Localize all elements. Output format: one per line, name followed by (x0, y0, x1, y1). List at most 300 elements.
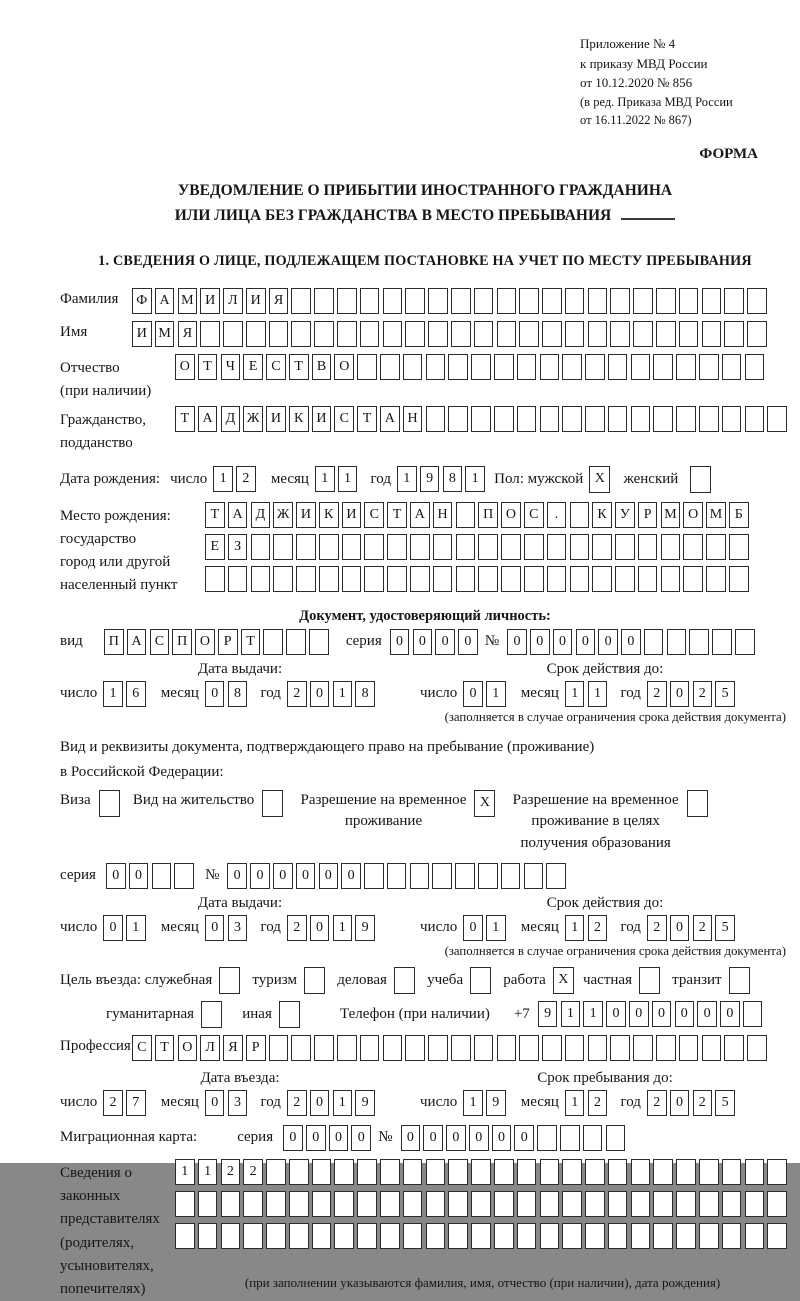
form-cell[interactable] (291, 288, 311, 314)
form-cell[interactable]: 8 (443, 466, 463, 492)
form-cell[interactable] (524, 863, 544, 889)
form-cell[interactable] (304, 967, 325, 994)
form-cell[interactable] (494, 1191, 514, 1217)
form-cell[interactable]: Т (198, 354, 218, 380)
form-cell[interactable] (661, 566, 681, 592)
form-cell[interactable] (638, 534, 658, 560)
form-cell[interactable]: 2 (287, 915, 307, 941)
form-cell[interactable] (745, 406, 765, 432)
form-cell[interactable]: И (200, 288, 220, 314)
form-cell[interactable]: Д (221, 406, 241, 432)
form-cell[interactable]: 1 (103, 681, 123, 707)
form-cell[interactable]: 2 (647, 681, 667, 707)
form-cell[interactable]: 0 (390, 629, 410, 655)
form-cell[interactable]: 0 (670, 681, 690, 707)
form-cell[interactable] (519, 321, 539, 347)
form-cell[interactable]: 2 (287, 1090, 307, 1116)
form-cell[interactable] (745, 1159, 765, 1185)
form-cell[interactable] (517, 1191, 537, 1217)
form-cell[interactable]: 1 (565, 681, 585, 707)
form-cell[interactable]: 0 (458, 629, 478, 655)
form-cell[interactable]: 0 (310, 1090, 330, 1116)
form-cell[interactable]: 9 (420, 466, 440, 492)
form-cell[interactable] (383, 1035, 403, 1061)
form-cell[interactable]: Т (357, 406, 377, 432)
form-cell[interactable] (494, 354, 514, 380)
form-cell[interactable] (653, 406, 673, 432)
form-cell[interactable] (667, 629, 687, 655)
form-cell[interactable] (312, 1159, 332, 1185)
form-cell[interactable] (243, 1223, 263, 1249)
form-cell[interactable]: X (553, 967, 574, 994)
form-cell[interactable] (585, 354, 605, 380)
form-cell[interactable]: Н (403, 406, 423, 432)
form-cell[interactable] (279, 1001, 300, 1028)
form-cell[interactable] (286, 629, 306, 655)
form-cell[interactable]: 2 (243, 1159, 263, 1185)
form-cell[interactable] (689, 629, 709, 655)
form-cell[interactable] (314, 288, 334, 314)
form-cell[interactable] (251, 566, 271, 592)
form-cell[interactable] (383, 321, 403, 347)
form-cell[interactable]: . (547, 502, 567, 528)
form-cell[interactable]: 0 (310, 681, 330, 707)
form-cell[interactable]: П (104, 629, 124, 655)
form-cell[interactable]: 0 (273, 863, 293, 889)
form-cell[interactable] (357, 1223, 377, 1249)
form-cell[interactable] (451, 288, 471, 314)
form-cell[interactable] (702, 288, 722, 314)
form-cell[interactable]: 0 (621, 629, 641, 655)
form-cell[interactable]: 9 (355, 1090, 375, 1116)
form-cell[interactable] (360, 288, 380, 314)
form-cell[interactable]: И (266, 406, 286, 432)
form-cell[interactable] (676, 406, 696, 432)
form-cell[interactable] (606, 1125, 626, 1151)
form-cell[interactable] (448, 1191, 468, 1217)
form-cell[interactable]: 0 (606, 1001, 626, 1027)
form-cell[interactable] (99, 790, 120, 817)
form-cell[interactable] (501, 863, 521, 889)
form-cell[interactable]: 2 (693, 681, 713, 707)
form-cell[interactable]: Е (205, 534, 225, 560)
form-cell[interactable] (517, 354, 537, 380)
form-cell[interactable]: 1 (333, 681, 353, 707)
form-cell[interactable] (428, 1035, 448, 1061)
form-cell[interactable] (478, 863, 498, 889)
form-cell[interactable]: Б (729, 502, 749, 528)
form-cell[interactable] (342, 566, 362, 592)
form-cell[interactable] (383, 288, 403, 314)
form-cell[interactable]: Р (638, 502, 658, 528)
form-cell[interactable]: М (661, 502, 681, 528)
form-cell[interactable]: 0 (463, 681, 483, 707)
form-cell[interactable] (448, 406, 468, 432)
form-cell[interactable]: 0 (250, 863, 270, 889)
form-cell[interactable] (334, 1223, 354, 1249)
form-cell[interactable] (228, 566, 248, 592)
form-cell[interactable] (289, 1191, 309, 1217)
form-cell[interactable] (380, 1223, 400, 1249)
form-cell[interactable] (683, 534, 703, 560)
form-cell[interactable]: X (474, 790, 495, 817)
form-cell[interactable] (588, 1035, 608, 1061)
form-cell[interactable]: Р (218, 629, 238, 655)
form-cell[interactable]: 0 (319, 863, 339, 889)
form-cell[interactable]: 0 (629, 1001, 649, 1027)
form-cell[interactable]: 0 (469, 1125, 489, 1151)
form-cell[interactable]: 0 (401, 1125, 421, 1151)
form-cell[interactable] (266, 1223, 286, 1249)
form-cell[interactable]: 0 (310, 915, 330, 941)
form-cell[interactable] (724, 1035, 744, 1061)
form-cell[interactable]: 1 (198, 1159, 218, 1185)
form-cell[interactable]: 0 (106, 863, 126, 889)
form-cell[interactable]: 1 (463, 1090, 483, 1116)
form-cell[interactable] (471, 1159, 491, 1185)
form-cell[interactable]: О (334, 354, 354, 380)
form-cell[interactable]: 1 (583, 1001, 603, 1027)
form-cell[interactable] (661, 534, 681, 560)
form-cell[interactable]: 0 (435, 629, 455, 655)
form-cell[interactable] (676, 1159, 696, 1185)
form-cell[interactable]: И (312, 406, 332, 432)
form-cell[interactable] (456, 502, 476, 528)
form-cell[interactable]: 9 (538, 1001, 558, 1027)
form-cell[interactable] (403, 1191, 423, 1217)
form-cell[interactable]: П (172, 629, 192, 655)
form-cell[interactable] (471, 354, 491, 380)
form-cell[interactable] (269, 321, 289, 347)
form-cell[interactable]: С (150, 629, 170, 655)
form-cell[interactable] (314, 321, 334, 347)
form-cell[interactable]: 9 (355, 915, 375, 941)
form-cell[interactable] (722, 1191, 742, 1217)
form-cell[interactable]: 7 (126, 1090, 146, 1116)
form-cell[interactable] (263, 629, 283, 655)
form-cell[interactable] (474, 321, 494, 347)
form-cell[interactable] (767, 1191, 787, 1217)
form-cell[interactable] (456, 566, 476, 592)
form-cell[interactable] (608, 354, 628, 380)
form-cell[interactable]: Ж (273, 502, 293, 528)
form-cell[interactable]: С (524, 502, 544, 528)
form-cell[interactable]: Т (387, 502, 407, 528)
form-cell[interactable] (380, 1159, 400, 1185)
form-cell[interactable] (767, 406, 787, 432)
form-cell[interactable] (653, 354, 673, 380)
form-cell[interactable] (364, 863, 384, 889)
form-cell[interactable] (540, 1159, 560, 1185)
form-cell[interactable] (540, 1223, 560, 1249)
form-cell[interactable] (747, 1035, 767, 1061)
form-cell[interactable] (387, 863, 407, 889)
form-cell[interactable] (273, 566, 293, 592)
form-cell[interactable]: X (589, 466, 610, 493)
form-cell[interactable] (608, 1159, 628, 1185)
form-cell[interactable] (478, 566, 498, 592)
form-cell[interactable]: Л (200, 1035, 220, 1061)
form-cell[interactable] (410, 863, 430, 889)
form-cell[interactable]: И (132, 321, 152, 347)
form-cell[interactable]: Т (289, 354, 309, 380)
form-cell[interactable]: 0 (205, 915, 225, 941)
form-cell[interactable] (426, 1159, 446, 1185)
form-cell[interactable] (699, 1223, 719, 1249)
form-cell[interactable] (471, 1223, 491, 1249)
form-cell[interactable]: К (592, 502, 612, 528)
form-cell[interactable] (337, 1035, 357, 1061)
form-cell[interactable]: 0 (530, 629, 550, 655)
form-cell[interactable]: А (155, 288, 175, 314)
form-cell[interactable] (471, 1191, 491, 1217)
form-cell[interactable] (451, 1035, 471, 1061)
form-cell[interactable] (699, 1159, 719, 1185)
form-cell[interactable] (360, 1035, 380, 1061)
form-cell[interactable] (722, 354, 742, 380)
form-cell[interactable] (337, 321, 357, 347)
form-cell[interactable] (706, 534, 726, 560)
form-cell[interactable] (448, 1159, 468, 1185)
form-cell[interactable] (631, 406, 651, 432)
form-cell[interactable]: З (228, 534, 248, 560)
form-cell[interactable]: О (175, 354, 195, 380)
form-cell[interactable] (542, 321, 562, 347)
form-cell[interactable]: Я (178, 321, 198, 347)
form-cell[interactable] (403, 1159, 423, 1185)
form-cell[interactable]: О (195, 629, 215, 655)
form-cell[interactable] (679, 288, 699, 314)
form-cell[interactable] (745, 1223, 765, 1249)
form-cell[interactable]: 1 (315, 466, 335, 492)
form-cell[interactable] (585, 406, 605, 432)
form-cell[interactable] (683, 566, 703, 592)
form-cell[interactable] (570, 534, 590, 560)
form-cell[interactable] (296, 534, 316, 560)
form-cell[interactable] (588, 288, 608, 314)
form-cell[interactable]: 0 (507, 629, 527, 655)
form-cell[interactable]: Л (223, 288, 243, 314)
form-cell[interactable]: 0 (306, 1125, 326, 1151)
form-cell[interactable]: 1 (175, 1159, 195, 1185)
form-cell[interactable]: С (132, 1035, 152, 1061)
form-cell[interactable] (540, 1191, 560, 1217)
form-cell[interactable]: Е (243, 354, 263, 380)
form-cell[interactable] (517, 1159, 537, 1185)
form-cell[interactable] (433, 566, 453, 592)
form-cell[interactable]: 2 (588, 915, 608, 941)
form-cell[interactable]: 0 (351, 1125, 371, 1151)
form-cell[interactable] (729, 534, 749, 560)
form-cell[interactable]: 0 (129, 863, 149, 889)
form-cell[interactable]: А (198, 406, 218, 432)
form-cell[interactable]: 1 (333, 915, 353, 941)
form-cell[interactable]: 6 (126, 681, 146, 707)
form-cell[interactable]: Н (433, 502, 453, 528)
form-cell[interactable] (653, 1223, 673, 1249)
form-cell[interactable]: 2 (103, 1090, 123, 1116)
form-cell[interactable] (633, 288, 653, 314)
form-cell[interactable] (273, 534, 293, 560)
form-cell[interactable] (221, 1191, 241, 1217)
form-cell[interactable] (410, 566, 430, 592)
form-cell[interactable]: 5 (715, 915, 735, 941)
form-cell[interactable]: И (246, 288, 266, 314)
form-cell[interactable]: А (228, 502, 248, 528)
form-cell[interactable] (702, 321, 722, 347)
form-cell[interactable] (540, 406, 560, 432)
form-cell[interactable] (722, 406, 742, 432)
form-cell[interactable] (540, 354, 560, 380)
form-cell[interactable] (767, 1223, 787, 1249)
form-cell[interactable] (519, 1035, 539, 1061)
form-cell[interactable]: В (312, 354, 332, 380)
form-cell[interactable]: 0 (329, 1125, 349, 1151)
form-cell[interactable] (679, 321, 699, 347)
form-cell[interactable]: 0 (423, 1125, 443, 1151)
form-cell[interactable]: Р (246, 1035, 266, 1061)
form-cell[interactable]: 0 (670, 1090, 690, 1116)
form-cell[interactable] (175, 1223, 195, 1249)
form-cell[interactable] (474, 288, 494, 314)
form-cell[interactable]: 0 (341, 863, 361, 889)
form-cell[interactable]: Т (155, 1035, 175, 1061)
form-cell[interactable]: 2 (588, 1090, 608, 1116)
form-cell[interactable] (296, 566, 316, 592)
form-cell[interactable] (405, 321, 425, 347)
form-cell[interactable] (699, 354, 719, 380)
form-cell[interactable]: 1 (565, 915, 585, 941)
form-cell[interactable] (610, 321, 630, 347)
form-cell[interactable] (501, 566, 521, 592)
form-cell[interactable]: 8 (355, 681, 375, 707)
form-cell[interactable] (633, 1035, 653, 1061)
form-cell[interactable]: 1 (465, 466, 485, 492)
form-cell[interactable] (478, 534, 498, 560)
form-cell[interactable]: 1 (486, 915, 506, 941)
form-cell[interactable] (387, 566, 407, 592)
form-cell[interactable] (585, 1159, 605, 1185)
form-cell[interactable] (319, 534, 339, 560)
form-cell[interactable] (291, 321, 311, 347)
form-cell[interactable] (747, 288, 767, 314)
form-cell[interactable] (198, 1191, 218, 1217)
form-cell[interactable] (517, 406, 537, 432)
form-cell[interactable] (524, 534, 544, 560)
form-cell[interactable] (221, 1223, 241, 1249)
form-cell[interactable] (289, 1223, 309, 1249)
form-cell[interactable]: С (266, 354, 286, 380)
form-cell[interactable]: 0 (283, 1125, 303, 1151)
form-cell[interactable] (360, 321, 380, 347)
form-cell[interactable] (405, 288, 425, 314)
form-cell[interactable]: О (178, 1035, 198, 1061)
form-cell[interactable] (334, 1159, 354, 1185)
form-cell[interactable] (175, 1191, 195, 1217)
form-cell[interactable] (497, 1035, 517, 1061)
form-cell[interactable] (426, 406, 446, 432)
form-cell[interactable] (524, 566, 544, 592)
form-cell[interactable] (246, 321, 266, 347)
form-cell[interactable]: М (706, 502, 726, 528)
form-cell[interactable] (262, 790, 283, 817)
form-cell[interactable] (312, 1191, 332, 1217)
form-cell[interactable]: 0 (553, 629, 573, 655)
form-cell[interactable] (565, 1035, 585, 1061)
form-cell[interactable] (314, 1035, 334, 1061)
form-cell[interactable]: Ч (221, 354, 241, 380)
form-cell[interactable]: О (501, 502, 521, 528)
form-cell[interactable] (494, 406, 514, 432)
form-cell[interactable] (537, 1125, 557, 1151)
form-cell[interactable] (653, 1159, 673, 1185)
form-cell[interactable] (547, 534, 567, 560)
form-cell[interactable] (608, 1191, 628, 1217)
form-cell[interactable] (562, 1191, 582, 1217)
form-cell[interactable] (639, 967, 660, 994)
form-cell[interactable] (565, 321, 585, 347)
form-cell[interactable] (497, 288, 517, 314)
form-cell[interactable]: Д (251, 502, 271, 528)
form-cell[interactable] (312, 1223, 332, 1249)
form-cell[interactable] (334, 1191, 354, 1217)
form-cell[interactable]: 0 (205, 681, 225, 707)
form-cell[interactable] (699, 1191, 719, 1217)
form-cell[interactable]: А (410, 502, 430, 528)
form-cell[interactable]: 3 (228, 1090, 248, 1116)
form-cell[interactable] (455, 863, 475, 889)
form-cell[interactable]: 3 (228, 915, 248, 941)
form-cell[interactable]: С (334, 406, 354, 432)
form-cell[interactable]: 2 (287, 681, 307, 707)
form-cell[interactable] (653, 1191, 673, 1217)
form-cell[interactable] (448, 354, 468, 380)
form-cell[interactable] (588, 321, 608, 347)
form-cell[interactable]: 0 (576, 629, 596, 655)
form-cell[interactable]: А (127, 629, 147, 655)
form-cell[interactable] (585, 1223, 605, 1249)
form-cell[interactable]: 0 (514, 1125, 534, 1151)
form-cell[interactable] (631, 1191, 651, 1217)
form-cell[interactable] (562, 354, 582, 380)
form-cell[interactable] (152, 863, 172, 889)
form-cell[interactable] (585, 1191, 605, 1217)
form-cell[interactable]: 1 (588, 681, 608, 707)
form-cell[interactable]: 5 (715, 681, 735, 707)
form-cell[interactable]: М (155, 321, 175, 347)
form-cell[interactable]: Т (175, 406, 195, 432)
form-cell[interactable] (592, 534, 612, 560)
form-cell[interactable]: 0 (463, 915, 483, 941)
form-cell[interactable]: У (615, 502, 635, 528)
form-cell[interactable] (337, 288, 357, 314)
form-cell[interactable] (433, 534, 453, 560)
form-cell[interactable]: 9 (486, 1090, 506, 1116)
form-cell[interactable] (342, 534, 362, 560)
form-cell[interactable] (428, 288, 448, 314)
form-cell[interactable] (456, 534, 476, 560)
form-cell[interactable] (583, 1125, 603, 1151)
form-cell[interactable] (560, 1125, 580, 1151)
form-cell[interactable]: К (289, 406, 309, 432)
form-cell[interactable] (745, 354, 765, 380)
form-cell[interactable] (546, 863, 566, 889)
form-cell[interactable]: 0 (492, 1125, 512, 1151)
form-cell[interactable] (291, 1035, 311, 1061)
form-cell[interactable] (174, 863, 194, 889)
form-cell[interactable] (724, 288, 744, 314)
form-cell[interactable]: 0 (675, 1001, 695, 1027)
